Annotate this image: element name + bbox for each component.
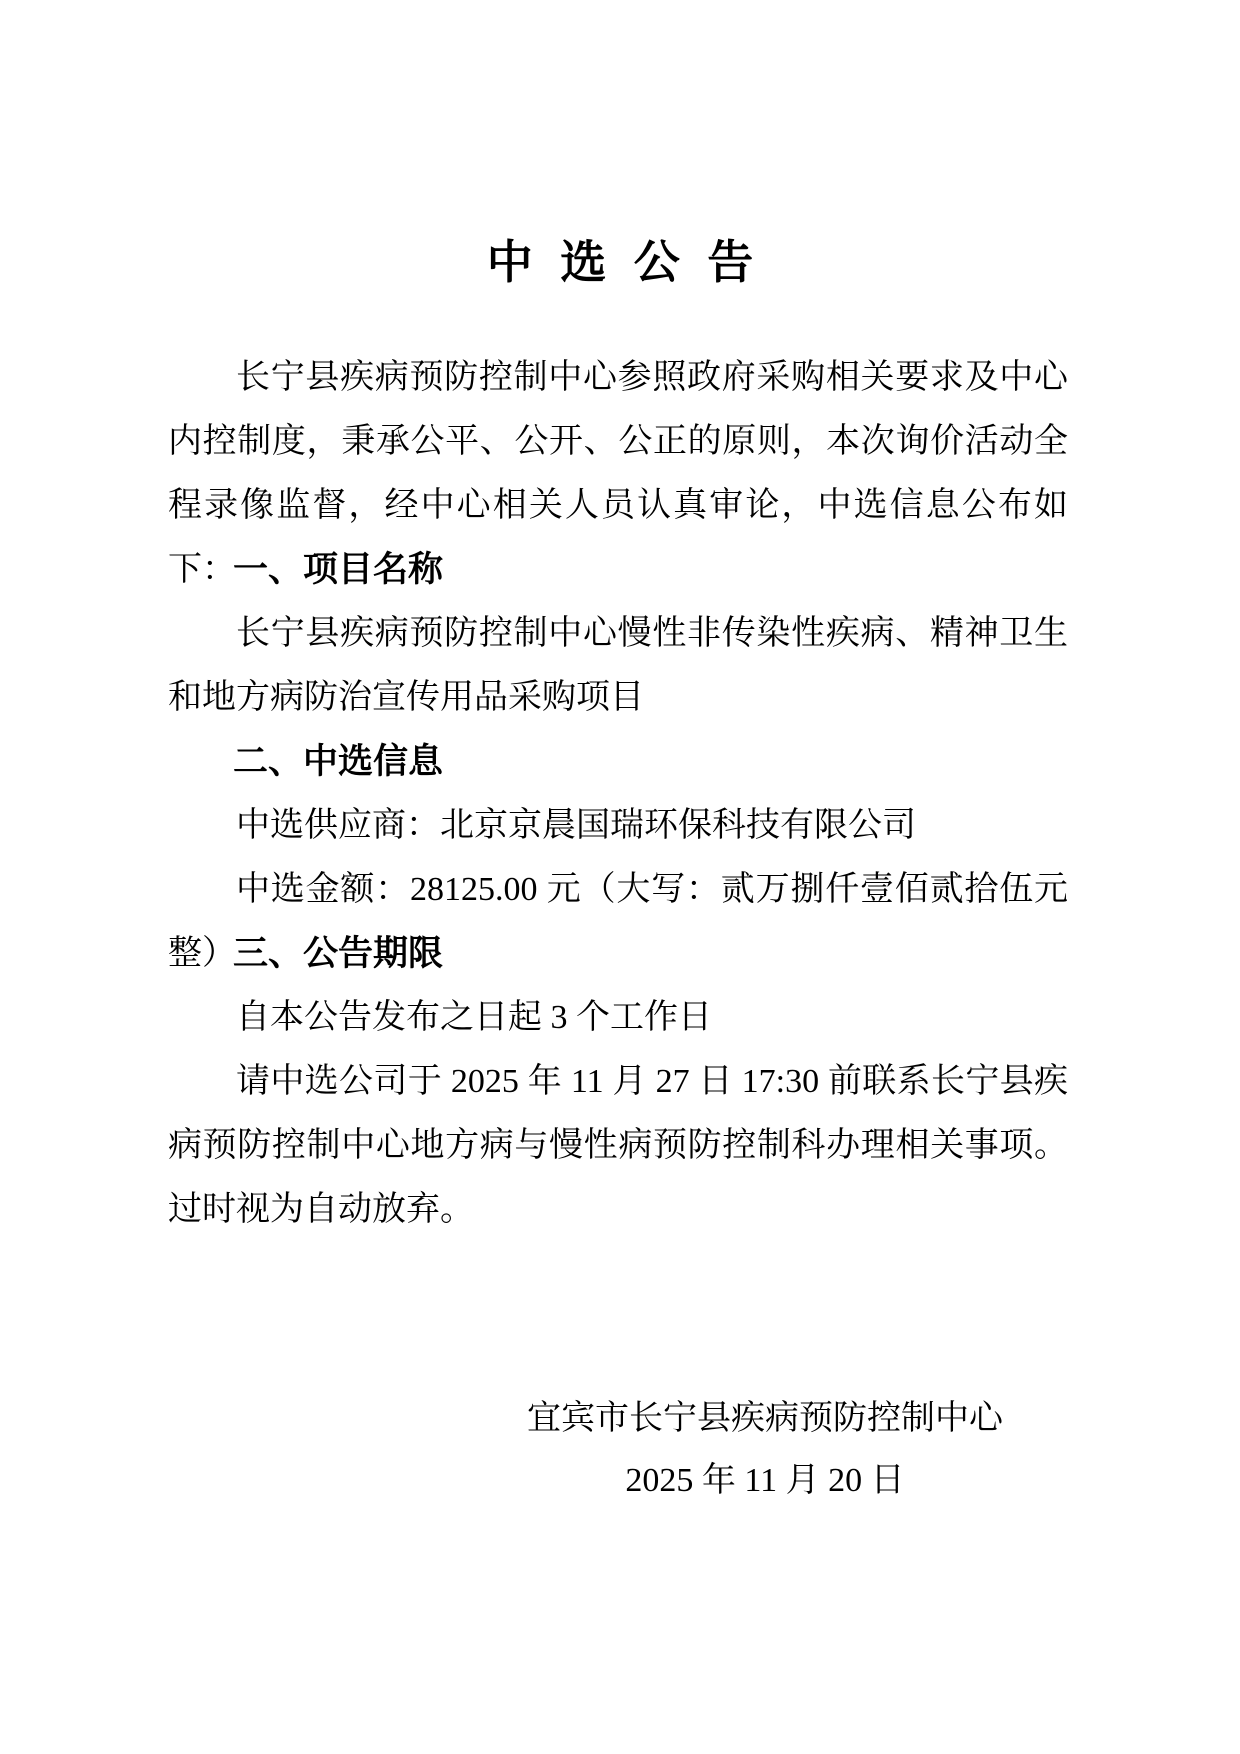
intro-paragraph: 长宁县疾病预防控制中心参照政府采购相关要求及中心内控制度，秉承公平、公开、公正的原则，本次询价活动全程录像监督，经中心相关人员认真审论，中选信息公布如下： (168, 359, 1068, 588)
announcement-period-line: 自本公告发布之日起 3 个工作日 (236, 999, 712, 1036)
winning-supplier-line: 中选供应商：北京京晨国瑞环保科技有限公司 (236, 807, 916, 844)
section-1-project-name: 长宁县疾病预防控制中心慢性非传染性疾病、精神卫生和地方病防治宣传用品采购项目 (168, 615, 1068, 716)
winning-amount-line: 中选金额：28125.00 元（大写：贰万捌仟壹佰贰拾伍元整） (168, 871, 1068, 972)
page-title: 中 选 公 告 (486, 237, 762, 288)
section-2-heading: 二、中选信息 (233, 742, 444, 781)
issue-date: 2025 年 11 月 20 日 (625, 1462, 905, 1499)
signature-block (480, 1388, 1050, 1512)
issuer-name: 宜宾市长宁县疾病预防控制中心 (527, 1400, 1003, 1437)
contact-instruction-paragraph: 请中选公司于 2025 年 11 月 27 日 17:30 前联系长宁县疾病预防控制中心地方病与慢性病预防控制科办理相关事项。过时视为自动放弃。 (168, 1063, 1068, 1228)
section-3-heading: 三、公告期限 (233, 934, 444, 973)
section-1-heading: 一、项目名称 (233, 550, 444, 589)
